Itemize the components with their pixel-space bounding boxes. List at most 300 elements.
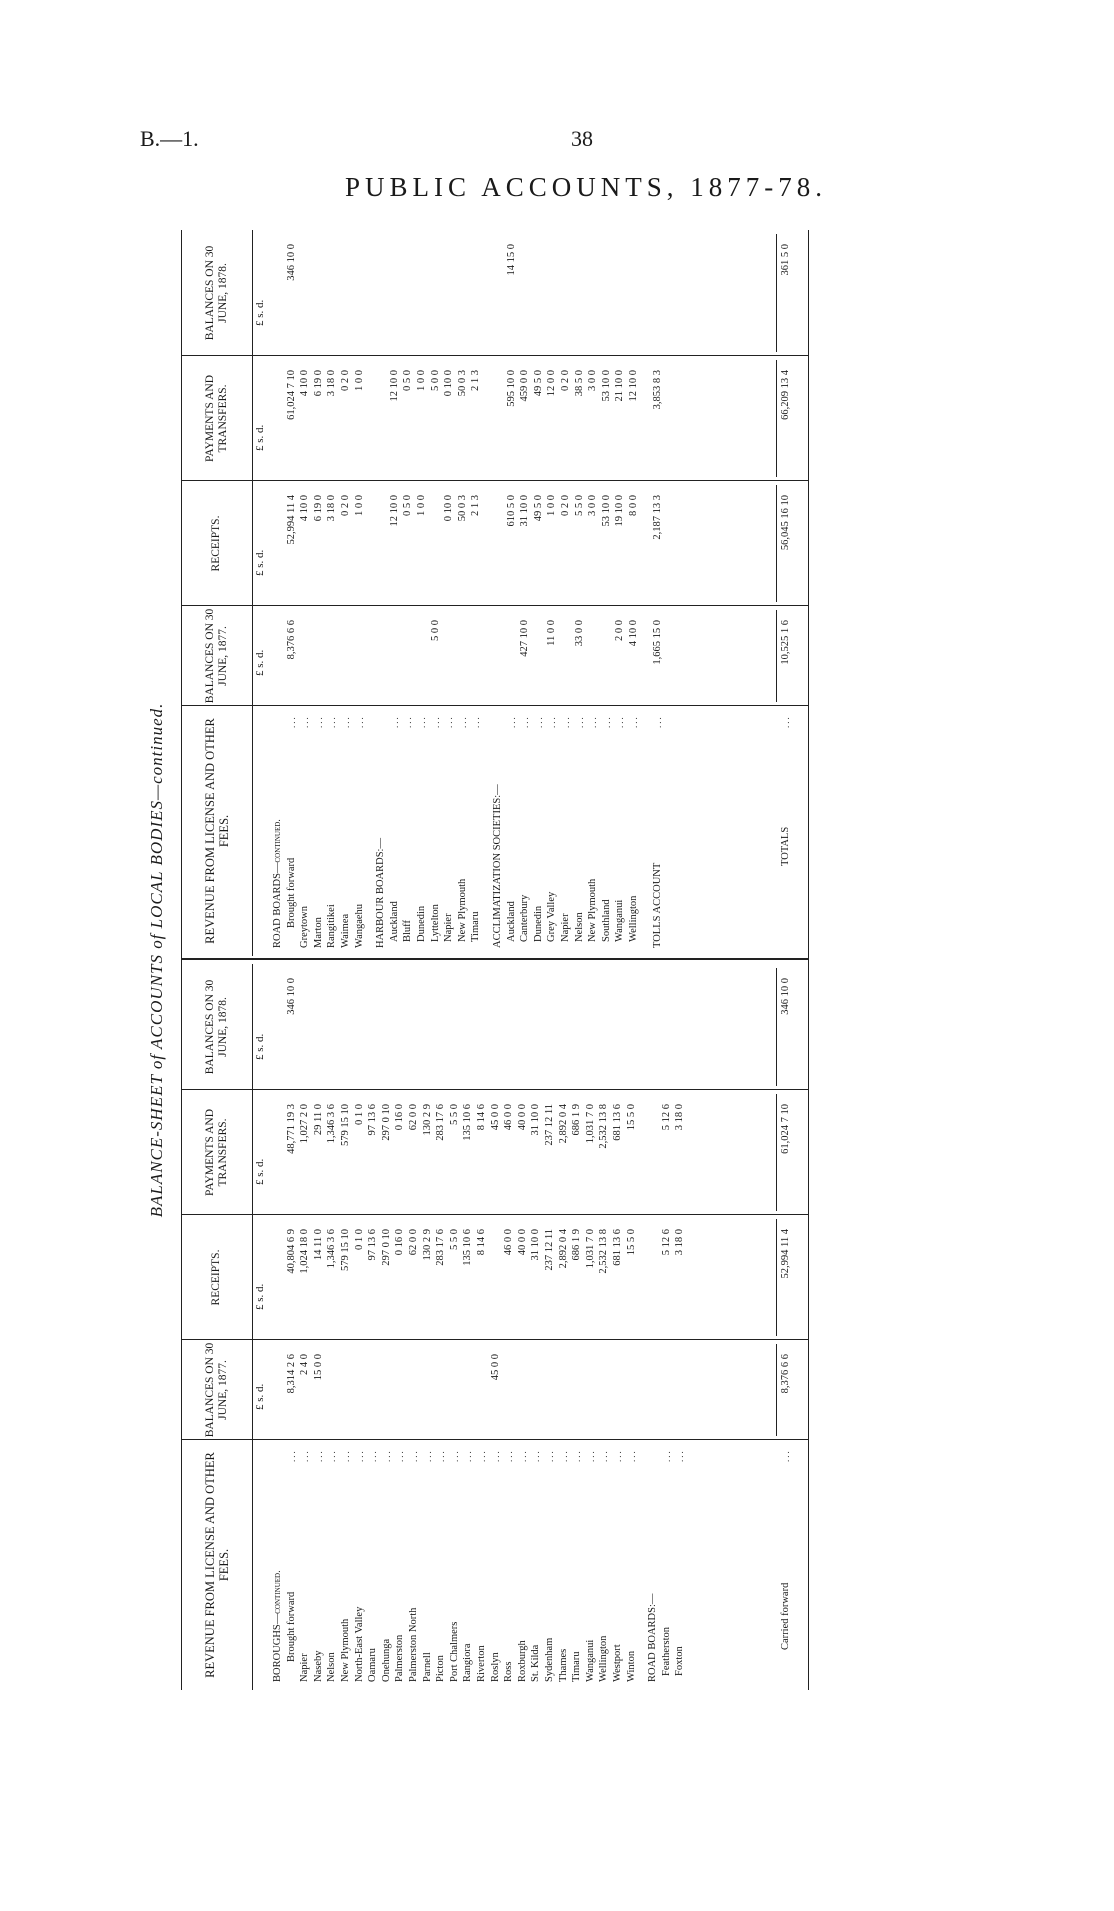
row-label: Brought forward [285, 857, 297, 928]
leader-dots: ... [286, 715, 297, 728]
amount-rec: 62 0 0 [408, 1229, 419, 1256]
row-label: TOTALS [780, 826, 791, 866]
amount-rec: 19 10 0 [614, 495, 626, 527]
amount-pay: 3 18 0 [326, 370, 338, 397]
column-header-revenue: REVENUE FROM LICENSE AND OTHER FEES. [182, 1440, 253, 1690]
tolls-row [652, 230, 664, 956]
row-label: Napier [299, 1653, 311, 1682]
row-label: Wellington [598, 1635, 610, 1682]
leader-dots: ... [517, 1449, 528, 1462]
column-header-bal1877: BALANCES ON 30 JUNE, 1877. [182, 1340, 253, 1440]
amount-pay: 3 0 0 [587, 370, 599, 391]
leader-dots: ... [629, 715, 639, 728]
leader-dots: ... [395, 1449, 406, 1462]
amount-rec: 31 10 0 [530, 1229, 542, 1261]
section-label: ACCLIMATIZATION SOCIETIES:— [492, 784, 503, 948]
row-label: Napier [443, 913, 455, 942]
section-label: BOROUGHS—continued. [272, 1570, 283, 1682]
leader-dots: ... [545, 1449, 555, 1462]
amount-pay: 97 13 6 [367, 1104, 379, 1136]
amount-rec: 5 5 0 [573, 495, 585, 516]
column-divider [182, 705, 808, 706]
amount-b77: 2 0 0 [614, 620, 626, 641]
amount-pay: 4 10 0 [299, 370, 311, 397]
amount-b77: 5 0 0 [429, 620, 441, 641]
section-label: ROAD BOARDS—continued. [272, 819, 283, 948]
table-row [299, 230, 311, 956]
table-row [601, 230, 613, 956]
page-title: PUBLIC ACCOUNTS, 1877-78. [345, 172, 828, 202]
table-row [416, 230, 428, 956]
leader-dots: ... [585, 1449, 596, 1462]
row-label: Roxburgh [516, 1640, 528, 1682]
amount-rec: 5 12 6 [660, 1229, 672, 1256]
table-row [449, 964, 461, 1690]
row-label: New Plymouth [340, 1618, 351, 1682]
column-divider [182, 605, 808, 606]
column-divider [182, 480, 808, 481]
total-rule [776, 234, 777, 352]
row-label: Featherston [660, 1627, 672, 1676]
balance-sheet [147, 230, 807, 1690]
units-label: £ s. d. [254, 299, 266, 326]
amount-rec: 97 13 6 [367, 1229, 379, 1261]
table-row [367, 964, 379, 1690]
amount-rec: 31 10 0 [519, 495, 531, 527]
table-row [519, 230, 531, 956]
amount-rec: 2 1 3 [470, 495, 482, 516]
amount-rec: 3 0 0 [587, 495, 599, 516]
amount-rec: 0 1 0 [353, 1229, 365, 1250]
row-label: Canterbury [519, 894, 531, 942]
leader-dots: ... [572, 1449, 583, 1462]
units-label: £ s. d. [254, 1283, 266, 1310]
table-row [503, 964, 515, 1690]
units-label: £ s. d. [254, 649, 266, 676]
amount-rec: 130 2 9 [421, 1229, 433, 1261]
row-label: Oamaru [367, 1648, 379, 1682]
amount-pay: 2 1 3 [470, 370, 482, 391]
amount-rec: 2,187 13 3 [651, 495, 663, 540]
amount-rec: 686 1 9 [571, 1229, 583, 1261]
table-row [389, 230, 401, 956]
total-rule [776, 1219, 777, 1336]
row-label: Greytown [299, 906, 311, 948]
column-header-receipts: RECEIPTS. [182, 1215, 253, 1340]
amount-pay: 38 5 0 [573, 370, 585, 397]
table-row [490, 964, 502, 1690]
leader-dots: ... [300, 715, 311, 728]
row-label: Winton [625, 1650, 637, 1682]
table-row [574, 230, 586, 956]
table-row [408, 964, 420, 1690]
row-label: Marton [312, 917, 324, 948]
amount-b77: 4 10 0 [628, 620, 639, 647]
leader-dots: ... [613, 1449, 623, 1462]
table-row [462, 964, 474, 1690]
row-label: Timaru [470, 911, 482, 942]
leader-dots: ... [422, 1449, 433, 1462]
table-row [546, 230, 558, 956]
amount-rec: 40,804 6 9 [285, 1229, 297, 1274]
leader-dots: ... [354, 1449, 365, 1462]
table-row [533, 230, 545, 956]
table-row [299, 964, 311, 1690]
amount-rec: 0 10 0 [443, 495, 455, 522]
amount-pay: 48,771 19 3 [285, 1104, 297, 1154]
leader-dots: ... [471, 715, 482, 728]
leader-dots: ... [781, 1449, 791, 1462]
total-rule [776, 968, 777, 1086]
rotated-table-area [147, 230, 807, 1690]
row-label: Picton [435, 1655, 447, 1682]
total-rule [776, 485, 777, 602]
table-row [286, 964, 298, 1690]
table-row [558, 964, 570, 1690]
amount-rec: 681 13 6 [612, 1229, 623, 1266]
row-label: Wanganui [614, 899, 626, 942]
leader-dots: ... [341, 1449, 351, 1462]
amount-rec: 12 10 0 [388, 495, 400, 527]
amount-rec: 1 0 0 [546, 495, 558, 516]
table-row [443, 230, 455, 956]
amount-rec: 14 11 0 [312, 1229, 324, 1261]
row-label: TOLLS ACCOUNT [651, 862, 663, 948]
column-header-bal1878: BALANCES ON 30 JUNE, 1878. [182, 230, 253, 356]
row-label: Westport [612, 1644, 623, 1682]
leader-dots: ... [490, 1449, 501, 1462]
units-label: £ s. d. [254, 1158, 266, 1185]
total-row [780, 230, 792, 956]
row-label: Riverton [476, 1645, 487, 1682]
leader-dots: ... [449, 1449, 460, 1462]
amount-rec: 0 2 0 [560, 495, 571, 516]
amount-rec: 15 5 0 [625, 1229, 637, 1256]
column-header-receipts: RECEIPTS. [182, 481, 253, 606]
table-row [506, 230, 518, 956]
units-label: £ s. d. [254, 424, 266, 451]
row-label: Bluff [402, 920, 414, 942]
row-label: Onehunga [380, 1638, 392, 1682]
amount-b78: 346 10 0 [285, 978, 297, 1015]
leader-dots: ... [504, 1449, 515, 1462]
total-row [780, 964, 792, 1690]
table-row [470, 230, 482, 956]
column-header-bal1877: BALANCES ON 30 JUNE, 1877. [182, 606, 253, 706]
amount-pay: 12 10 0 [628, 370, 639, 402]
table-row [326, 964, 338, 1690]
amount-rec: 2,532 13 8 [598, 1229, 610, 1274]
amount-pay: 6 19 0 [312, 370, 324, 397]
table-row [585, 964, 597, 1690]
table-row [286, 230, 298, 956]
amount-pay: 5 5 0 [448, 1104, 460, 1125]
amount-pay: 283 17 6 [435, 1104, 447, 1141]
leader-dots: ... [547, 715, 558, 728]
row-label: Grey Valley [546, 891, 558, 942]
row-label: Foxton [674, 1646, 686, 1676]
amount-pay: 3 18 0 [674, 1104, 686, 1131]
amount-pay: 50 0 3 [456, 370, 468, 397]
table-row [612, 964, 624, 1690]
amount-pay: 0 10 0 [443, 370, 455, 397]
table-row [381, 964, 393, 1690]
row-label: Auckland [388, 901, 400, 942]
table-row [313, 230, 325, 956]
row-label: Roslyn [489, 1652, 501, 1682]
row-label: Wanganui [584, 1639, 596, 1682]
amount-rec: 4 10 0 [299, 495, 311, 522]
table-row [340, 964, 352, 1690]
amount-pay: 0 2 0 [340, 370, 351, 391]
table-row [598, 964, 610, 1690]
leader-dots: ... [417, 715, 427, 728]
amount-b77: 15 0 0 [312, 1354, 324, 1381]
column-header-bal1878: BALANCES ON 30 JUNE, 1878. [182, 964, 253, 1090]
row-label: Lyttelton [429, 904, 441, 942]
row-label: Rangitikei [326, 904, 338, 948]
amount-b77: 8,314 2 6 [285, 1354, 297, 1394]
leader-dots: ... [381, 1449, 392, 1462]
row-label: Carried forward [780, 1582, 791, 1650]
document-reference: B.—1. [140, 126, 199, 151]
row-label: Dunedin [416, 905, 427, 942]
table-row [544, 964, 556, 1690]
leader-dots: ... [558, 1449, 569, 1462]
amount-pay: 1 0 0 [353, 370, 365, 391]
leader-dots: ... [354, 715, 365, 728]
row-label: Nelson [573, 912, 585, 942]
leader-dots: ... [588, 715, 599, 728]
leader-dots: ... [531, 1449, 542, 1462]
amount-rec: 610 5 0 [505, 495, 517, 527]
table-row [422, 964, 434, 1690]
amount-pay: 686 1 9 [571, 1104, 583, 1136]
amount-pay: 40 0 0 [516, 1104, 528, 1131]
amount-pay: 237 12 11 [544, 1104, 555, 1146]
amount-b78: 361 5 0 [780, 244, 791, 276]
amount-pay: 61,024 7 10 [780, 1104, 791, 1154]
table-row [402, 230, 414, 956]
table-right-half [182, 230, 808, 956]
amount-b77: 33 0 0 [573, 620, 585, 647]
amount-rec: 5 5 0 [448, 1229, 460, 1250]
amount-pay: 12 0 0 [546, 370, 558, 397]
row-label: Rangiora [462, 1643, 474, 1682]
leader-dots: ... [436, 1449, 447, 1462]
amount-pay: 2,532 13 8 [598, 1104, 610, 1149]
amount-pay: 53 10 0 [600, 370, 612, 402]
amount-pay: 21 10 0 [614, 370, 626, 402]
table-row [394, 964, 406, 1690]
row-label: Sydenham [544, 1637, 555, 1682]
amount-rec: 40 0 0 [516, 1229, 528, 1256]
table-row [354, 964, 366, 1690]
row-label: North-East Valley [353, 1606, 365, 1682]
leader-dots: ... [574, 715, 585, 728]
amount-rec: 56,045 16 10 [780, 495, 791, 551]
table-row [571, 964, 583, 1690]
amount-rec: 46 0 0 [503, 1229, 515, 1256]
total-rule [776, 610, 777, 702]
leader-dots: ... [313, 1449, 324, 1462]
amount-rec: 52,994 11 4 [780, 1229, 791, 1279]
amount-pay: 2,892 0 4 [557, 1104, 569, 1144]
amount-b77: 1,665 15 0 [651, 620, 663, 665]
row-label: Southland [600, 899, 612, 942]
leader-dots: ... [506, 715, 517, 728]
row-label: New Plymouth [587, 878, 599, 942]
amount-rec: 297 0 10 [380, 1229, 392, 1266]
amount-rec: 3 18 0 [674, 1229, 686, 1256]
leader-dots: ... [341, 715, 351, 728]
amount-b77: 8,376 6 6 [780, 1354, 791, 1394]
row-label: St. Kilda [530, 1644, 542, 1682]
amount-rec: 49 5 0 [532, 495, 544, 522]
amount-b77: 11 0 0 [546, 620, 558, 646]
column-header-payments: PAYMENTS AND TRANSFERS. [182, 356, 253, 481]
column-header-payments: PAYMENTS AND TRANSFERS. [182, 1090, 253, 1215]
section-label: ROAD BOARDS:— [647, 1593, 659, 1682]
amount-rec: 0 16 0 [394, 1229, 406, 1256]
amount-rec: 1,031 7 0 [584, 1229, 596, 1269]
row-label: Nelson [326, 1652, 338, 1682]
table-row [614, 230, 626, 956]
amount-rec: 1 0 0 [353, 495, 365, 516]
row-label: Dunedin [532, 905, 544, 942]
leader-dots: ... [477, 1449, 487, 1462]
row-label: Napier [560, 913, 571, 942]
row-label: Brought forward [285, 1591, 297, 1662]
amount-rec: 1,346 3 6 [326, 1229, 338, 1269]
amount-b77: 2 4 0 [299, 1354, 311, 1375]
amount-rec: 0 2 0 [340, 495, 351, 516]
amount-pay: 66,209 13 4 [780, 370, 791, 420]
amount-pay: 0 2 0 [560, 370, 571, 391]
sheet-title: BALANCE-SHEET of ACCOUNTS of LOCAL BODIES—continued. [147, 702, 166, 1218]
leader-dots: ... [327, 1449, 338, 1462]
leader-dots: ... [409, 1449, 419, 1462]
leader-dots: ... [561, 715, 571, 728]
amount-pay: 45 0 0 [489, 1104, 501, 1131]
total-rule [776, 1094, 777, 1211]
amount-rec: 3 18 0 [326, 495, 338, 522]
units-label: £ s. d. [254, 1383, 266, 1410]
amount-rec: 2,892 0 4 [557, 1229, 569, 1269]
amount-rec: 50 0 3 [456, 495, 468, 522]
section-label: HARBOUR BOARDS:— [375, 838, 387, 948]
amount-pay: 1 0 0 [416, 370, 427, 391]
leader-dots: ... [430, 715, 441, 728]
leader-dots: ... [781, 715, 791, 728]
table-row [326, 230, 338, 956]
amount-rec: 8 0 0 [628, 495, 639, 516]
amount-b78: 346 10 0 [780, 978, 791, 1015]
amount-pay: 579 15 10 [340, 1104, 351, 1146]
amount-rec: 237 12 11 [544, 1229, 555, 1271]
amount-b78: 14 15 0 [505, 244, 517, 276]
leader-dots: ... [300, 1449, 311, 1462]
amount-rec: 283 17 6 [435, 1229, 447, 1266]
amount-rec: 53 10 0 [600, 495, 612, 527]
row-label: Auckland [505, 901, 517, 942]
column-divider [182, 355, 808, 356]
table-row [661, 964, 673, 1690]
amount-pay: 595 10 0 [505, 370, 517, 407]
row-label: Parnell [421, 1652, 433, 1682]
amount-pay: 61,024 7 10 [285, 370, 297, 420]
leader-dots: ... [368, 1449, 379, 1462]
leader-dots: ... [599, 1449, 610, 1462]
table-row [354, 230, 366, 956]
leader-dots: ... [457, 715, 468, 728]
amount-pay: 3,853 8 3 [651, 370, 663, 410]
leader-dots: ... [444, 715, 455, 728]
amount-rec: 52,994 11 4 [285, 495, 297, 545]
row-label: Wangaehu [353, 903, 365, 948]
table-left-half [182, 958, 808, 1690]
amount-pay: 29 11 0 [312, 1104, 324, 1136]
total-rule [776, 360, 777, 477]
amount-pay: 15 5 0 [625, 1104, 637, 1131]
amount-pay: 130 2 9 [421, 1104, 433, 1136]
table-row [457, 230, 469, 956]
leader-dots: ... [615, 715, 626, 728]
table-row [435, 964, 447, 1690]
row-label: Palmerston [394, 1634, 406, 1682]
amount-rec: 1 0 0 [416, 495, 427, 516]
row-label: Naseby [312, 1650, 324, 1682]
amount-pay: 31 10 0 [530, 1104, 542, 1136]
amount-b77: 45 0 0 [489, 1354, 501, 1381]
leader-dots: ... [327, 715, 338, 728]
amount-pay: 297 0 10 [380, 1104, 392, 1141]
row-label: Ross [503, 1661, 515, 1682]
amount-b78: 346 10 0 [285, 244, 297, 281]
amount-pay: 0 1 0 [353, 1104, 365, 1125]
leader-dots: ... [601, 715, 612, 728]
table-row [340, 230, 352, 956]
units-label: £ s. d. [254, 1033, 266, 1060]
amount-rec: 6 19 0 [312, 495, 324, 522]
amount-pay: 1,346 3 6 [326, 1104, 338, 1144]
table-row [560, 230, 572, 956]
accounts-table [181, 230, 809, 1690]
column-header-revenue: REVENUE FROM LICENSE AND OTHER FEES. [182, 706, 253, 956]
row-label: Waimea [340, 913, 351, 948]
amount-pay: 49 5 0 [532, 370, 544, 397]
amount-pay: 8 14 6 [476, 1104, 487, 1131]
page-number: 38 [571, 126, 593, 151]
amount-pay: 0 16 0 [394, 1104, 406, 1131]
amount-b77: 10,525 1 6 [780, 620, 791, 665]
amount-rec: 1,024 18 0 [299, 1229, 311, 1274]
row-label: Timaru [571, 1651, 583, 1682]
row-label: Wellington [628, 895, 639, 942]
leader-dots: ... [652, 715, 663, 728]
amount-b77: 427 10 0 [519, 620, 531, 657]
row-label: Port Chalmers [448, 1621, 460, 1682]
units-label: £ s. d. [254, 549, 266, 576]
leader-dots: ... [520, 715, 531, 728]
table-row [626, 964, 638, 1690]
row-label: Palmerston North [408, 1607, 419, 1682]
table-row [313, 964, 325, 1690]
amount-rec: 0 5 0 [402, 495, 414, 516]
amount-rec: 8 14 6 [476, 1229, 487, 1256]
table-row [587, 230, 599, 956]
leader-dots: ... [661, 1449, 672, 1462]
